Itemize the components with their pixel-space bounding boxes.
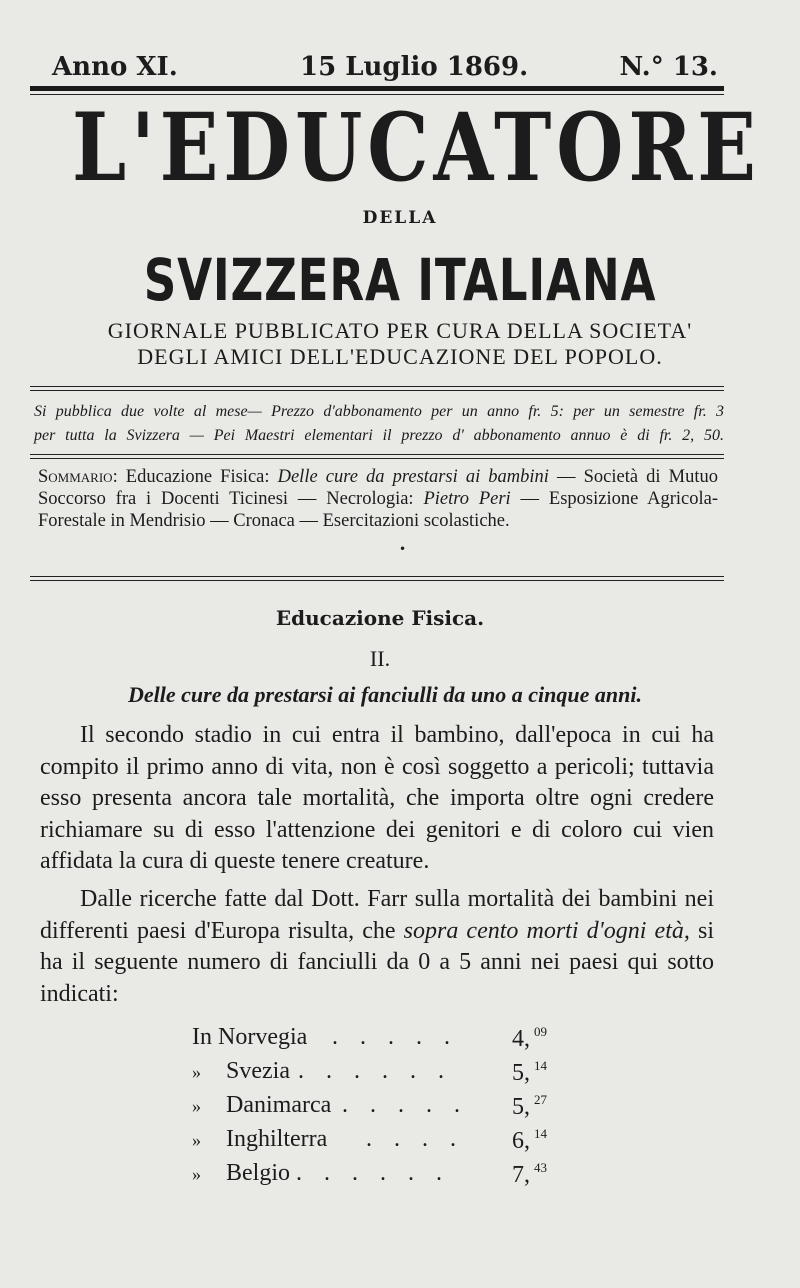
list-item <box>192 1126 592 1160</box>
paragraph-2-text-c: si ha il seguente numero di fanciulli da 0 a 5 anni nei paesi qui sotto indicati: <box>40 917 714 1007</box>
sommario-text-3: — Esposizione Agricola-Forestale in Mendrisio — Cronaca — Esercitazioni scolastiche. <box>38 489 719 531</box>
list-item <box>192 1024 592 1058</box>
mortality-value: 5, $^{27}$ <box>512 1092 547 1120</box>
list-item <box>192 1160 592 1194</box>
leader-dots: . . . . . . <box>298 1058 452 1084</box>
ditto-mark: » <box>192 1130 201 1150</box>
leader-dots: . . . . . <box>342 1092 468 1118</box>
section-number: II. <box>369 646 391 671</box>
paragraph-2-emphasis: sopra cento morti d'ogni età, <box>403 917 690 944</box>
sommario-necrology-name: Pietro Peri <box>423 489 511 509</box>
mortality-value: 5, $^{14}$ <box>512 1058 547 1086</box>
section-title: Educazione Fisica. <box>275 606 485 630</box>
tagline-line-2: DEGLI AMICI DELL'EDUCAZIONE DEL POPOLO. <box>137 344 663 369</box>
newspaper-title: L'EDUCATORE <box>72 93 761 203</box>
mortality-value: 7, $^{43}$ <box>512 1160 547 1188</box>
ditto-mark: » <box>192 1062 201 1082</box>
issue-number: N.° 13. <box>619 52 718 82</box>
mortality-list <box>192 1024 592 1194</box>
section-rule-2 <box>30 580 724 581</box>
paragraph-2-text-a: Dalle ricerche fatte dal Dott. Farr sulla mortalità dei bambini nei differenti paesi d'Europa risulta, che <box>40 886 714 944</box>
mortality-value: 6, $^{14}$ <box>512 1126 547 1154</box>
masthead-line <box>40 52 730 88</box>
newspaper-subtitle: SVIZZERA ITALIANA <box>143 246 657 314</box>
sommario-label: Sommario: <box>38 467 118 487</box>
mortality-value: 4, $^{09}$ <box>512 1024 547 1052</box>
country-name: Belgio <box>226 1160 290 1186</box>
paragraph-1-text: Il secondo stadio in cui entra il bambino, dall'epoca in cui ha compito il primo anno di vita, non è così soggetto a pericoli; tuttavia esso presenta ancora tale mortalità, che importa oltre ogni credere richiamare su di esso l'attenzione dei genitori e di coloro cui vien affidata la cura di queste tenere creature. <box>40 722 714 874</box>
ditto-mark: » <box>192 1096 201 1116</box>
subscription-line-2: per tutta la Svizzera — Pei Maestri elementari il prezzo d' abbonamento annuo è di fr. 2, 50. <box>34 427 724 444</box>
country-name: In Norvegia <box>192 1024 308 1050</box>
title-della: DELLA <box>362 208 438 228</box>
country-name: Danimarca <box>226 1092 332 1118</box>
paragraph-1 <box>40 720 714 878</box>
ditto-mark: » <box>192 1164 201 1184</box>
list-item <box>192 1092 592 1126</box>
sommario-text-1: Educazione Fisica: <box>117 467 278 487</box>
country-name: Inghilterra <box>226 1126 328 1152</box>
table-of-contents <box>38 466 718 532</box>
leader-dots: . . . . . <box>332 1024 458 1050</box>
notice-rule-top <box>30 386 724 387</box>
tagline-line-1: GIORNALE PUBBLICATO PER CURA DELLA SOCIETA' <box>107 318 693 343</box>
masthead-rule <box>30 86 724 91</box>
notice-rule-bottom-2 <box>30 458 724 459</box>
sommario-article-title: Delle cure da prestarsi ai bambini <box>277 467 549 487</box>
list-item <box>192 1058 592 1092</box>
article-subtitle: Delle cure da prestarsi ai fanciulli da uno a cinque anni. <box>128 682 642 707</box>
sommario-text-2: — Società di Mutuo Soccorso fra i Docenti Ticinesi — Necrologia: <box>38 467 718 509</box>
paragraph-2 <box>40 884 714 1010</box>
issue-date: 15 Luglio 1869. <box>300 52 529 82</box>
country-name: Svezia <box>226 1058 290 1084</box>
issue-year: Anno XI. <box>52 52 178 82</box>
leader-dots: . . . . . . <box>296 1160 450 1186</box>
section-rule <box>30 576 724 577</box>
leader-dots: . . . . <box>366 1126 464 1152</box>
notice-rule-bottom <box>30 454 724 455</box>
subscription-line-1: Si pubblica due volte al mese— Prezzo d'abbonamento per un anno fr. 5: per un semestre fr. 3 <box>34 403 724 420</box>
stray-mark: • <box>399 542 407 556</box>
notice-rule-top-2 <box>30 390 724 391</box>
